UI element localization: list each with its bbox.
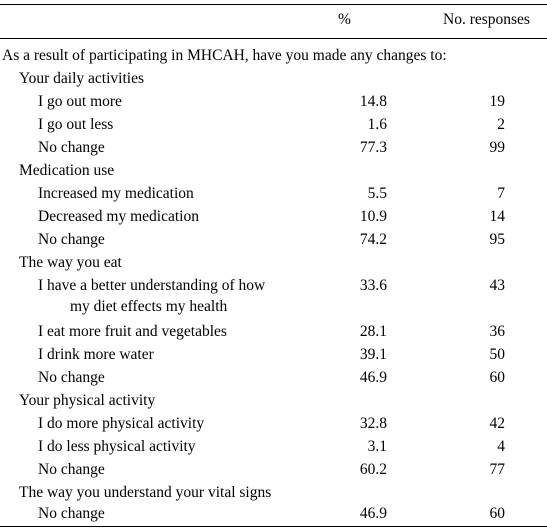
row-label: No change [38,139,105,156]
group-title-row [0,389,547,412]
row-label: I go out more [38,93,122,110]
row-percent: 77.3 [359,139,387,156]
row-label: No change [38,231,105,248]
table-row [0,228,547,251]
header-percent: % [338,11,351,28]
row-label: I eat more fruit and vegetables [38,323,227,340]
row-percent: 32.8 [359,415,387,432]
table-row [0,320,547,343]
row-responses: 77 [489,461,505,478]
table-row [0,274,547,297]
row-label-continuation: my diet effects my health [70,298,228,315]
table-row [0,412,547,435]
group-title-row [0,251,547,274]
table-row [0,366,547,389]
row-percent: 3.1 [367,438,387,455]
row-responses: 36 [489,323,505,340]
row-responses: 7 [497,185,505,202]
group-title-row [0,67,547,90]
table-header-rule [0,38,547,39]
header-no-responses: No. responses [443,11,530,28]
row-label: No change [38,369,105,386]
row-label: Decreased my medication [38,208,199,225]
group-title: Medication use [19,162,115,179]
row-percent: 60.2 [359,461,387,478]
row-label: No change [38,461,105,478]
table-top-rule [0,4,547,5]
row-responses: 14 [489,208,505,225]
row-percent: 46.9 [359,369,387,386]
row-label: Increased my medication [38,185,194,202]
row-label: I have a better understanding of how [38,277,266,294]
row-responses: 99 [489,139,505,156]
table-row [0,343,547,366]
intro-question: As a result of participating in MHCAH, have you made any changes to: [2,47,447,64]
row-responses: 43 [489,277,505,294]
table-bottom-rule [0,526,547,527]
row-percent: 74.2 [359,231,387,248]
row-percent: 33.6 [359,277,387,294]
row-percent: 14.8 [359,93,387,110]
row-responses: 19 [489,93,505,110]
row-percent: 5.5 [367,185,387,202]
row-responses: 4 [497,438,505,455]
table-row-continuation [0,295,547,318]
table-row [0,205,547,228]
table-intro-row [0,44,547,67]
row-label: I do less physical activity [38,438,196,455]
row-responses: 42 [489,415,505,432]
row-label: No change [38,505,105,522]
group-title: Your physical activity [19,392,156,409]
row-percent: 39.1 [359,346,387,363]
row-responses: 2 [497,116,505,133]
row-responses: 50 [489,346,505,363]
group-title-row [0,481,547,504]
group-title: Your daily activities [19,70,144,87]
row-percent: 46.9 [359,505,387,522]
group-title-row [0,159,547,182]
row-label: I drink more water [38,346,154,363]
row-label: I do more physical activity [38,415,205,432]
row-percent: 28.1 [359,323,387,340]
table-row [0,435,547,458]
table-row [0,113,547,136]
table-row [0,136,547,159]
table-row [0,502,547,525]
row-responses: 95 [489,231,505,248]
row-label: I go out less [38,116,114,133]
table-row [0,182,547,205]
row-responses: 60 [489,369,505,386]
group-title: The way you eat [19,254,122,271]
row-percent: 10.9 [359,208,387,225]
table-row [0,90,547,113]
table-row [0,458,547,481]
row-responses: 60 [489,505,505,522]
row-percent: 1.6 [367,116,387,133]
group-title: The way you understand your vital signs [19,484,272,501]
